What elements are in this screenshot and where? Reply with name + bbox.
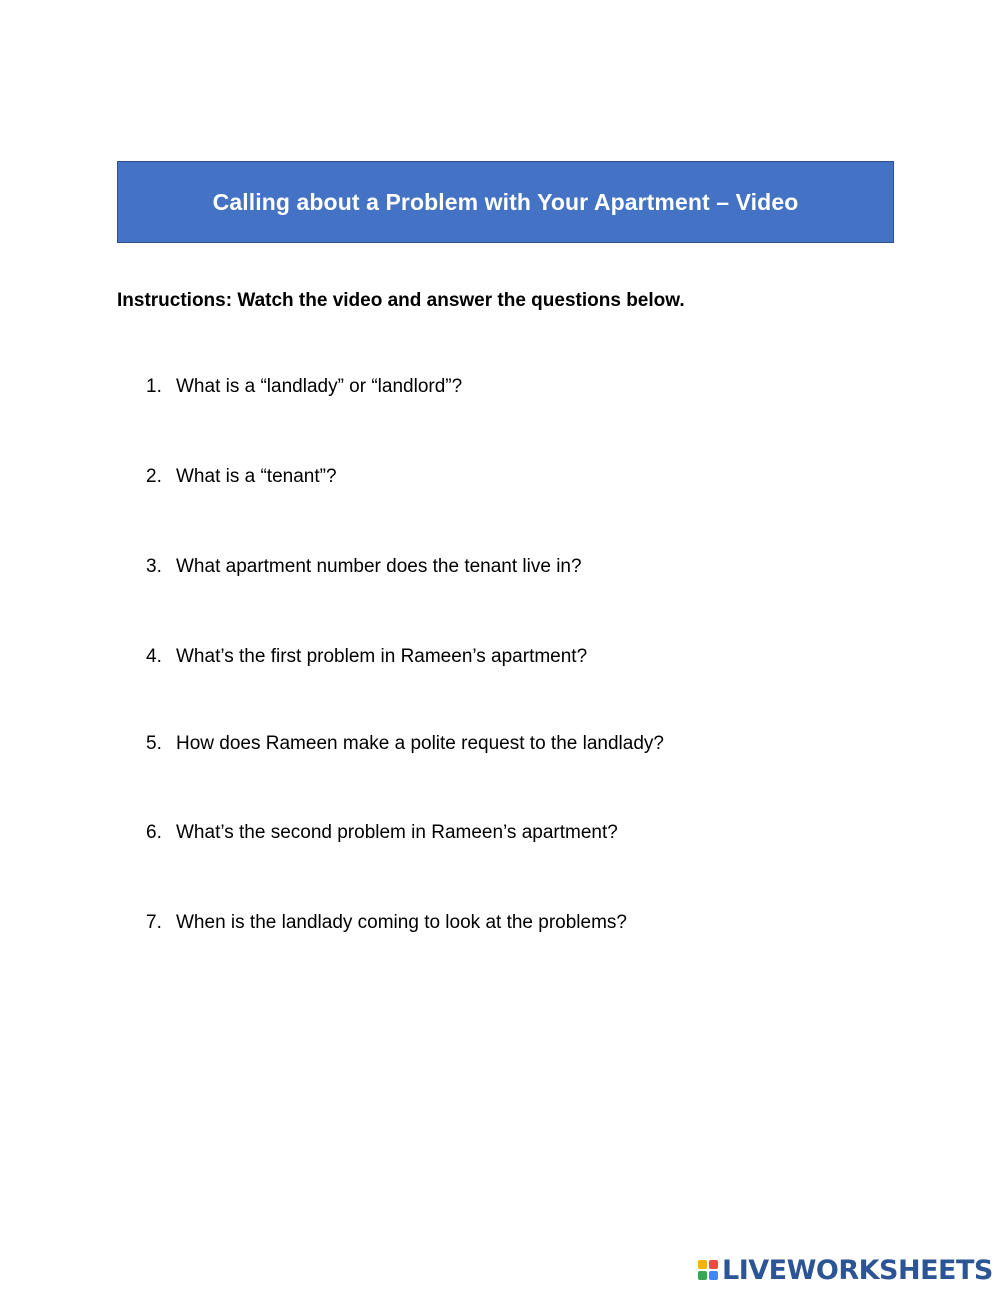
question-text: What apartment number does the tenant live in?	[176, 556, 582, 577]
title-banner	[117, 161, 894, 243]
question-item	[146, 376, 462, 398]
question-item	[146, 912, 627, 934]
question-text: What’s the first problem in Rameen’s apartment?	[176, 646, 588, 667]
question-number: 6.	[146, 822, 162, 843]
question-number: 3.	[146, 556, 162, 577]
logo-block	[698, 1260, 707, 1269]
question-number: 1.	[146, 376, 162, 397]
logo-text: LIVEWORKSHEETS	[722, 1254, 993, 1286]
logo-block	[698, 1271, 707, 1280]
logo-block	[709, 1271, 718, 1280]
question-text: What’s the second problem in Rameen’s apartment?	[176, 822, 618, 843]
page-title: Calling about a Problem with Your Apartment – Video	[212, 188, 799, 215]
question-text: How does Rameen make a polite request to the landlady?	[176, 733, 664, 754]
question-item	[146, 466, 337, 488]
question-item	[146, 646, 587, 668]
question-number: 7.	[146, 912, 162, 933]
question-number: 5.	[146, 733, 162, 754]
question-number: 2.	[146, 466, 162, 487]
question-text: When is the landlady coming to look at the problems?	[176, 912, 627, 933]
instructions-text: Instructions: Watch the video and answer the questions below.	[117, 290, 685, 311]
logo-blocks-icon	[698, 1260, 718, 1280]
question-item	[146, 733, 664, 755]
question-item	[146, 556, 582, 578]
question-item	[146, 822, 618, 844]
question-number: 4.	[146, 646, 162, 667]
question-text: What is a “tenant”?	[176, 466, 337, 487]
logo-block	[709, 1260, 718, 1269]
liveworksheets-logo	[698, 1255, 993, 1285]
question-text: What is a “landlady” or “landlord”?	[176, 376, 463, 397]
